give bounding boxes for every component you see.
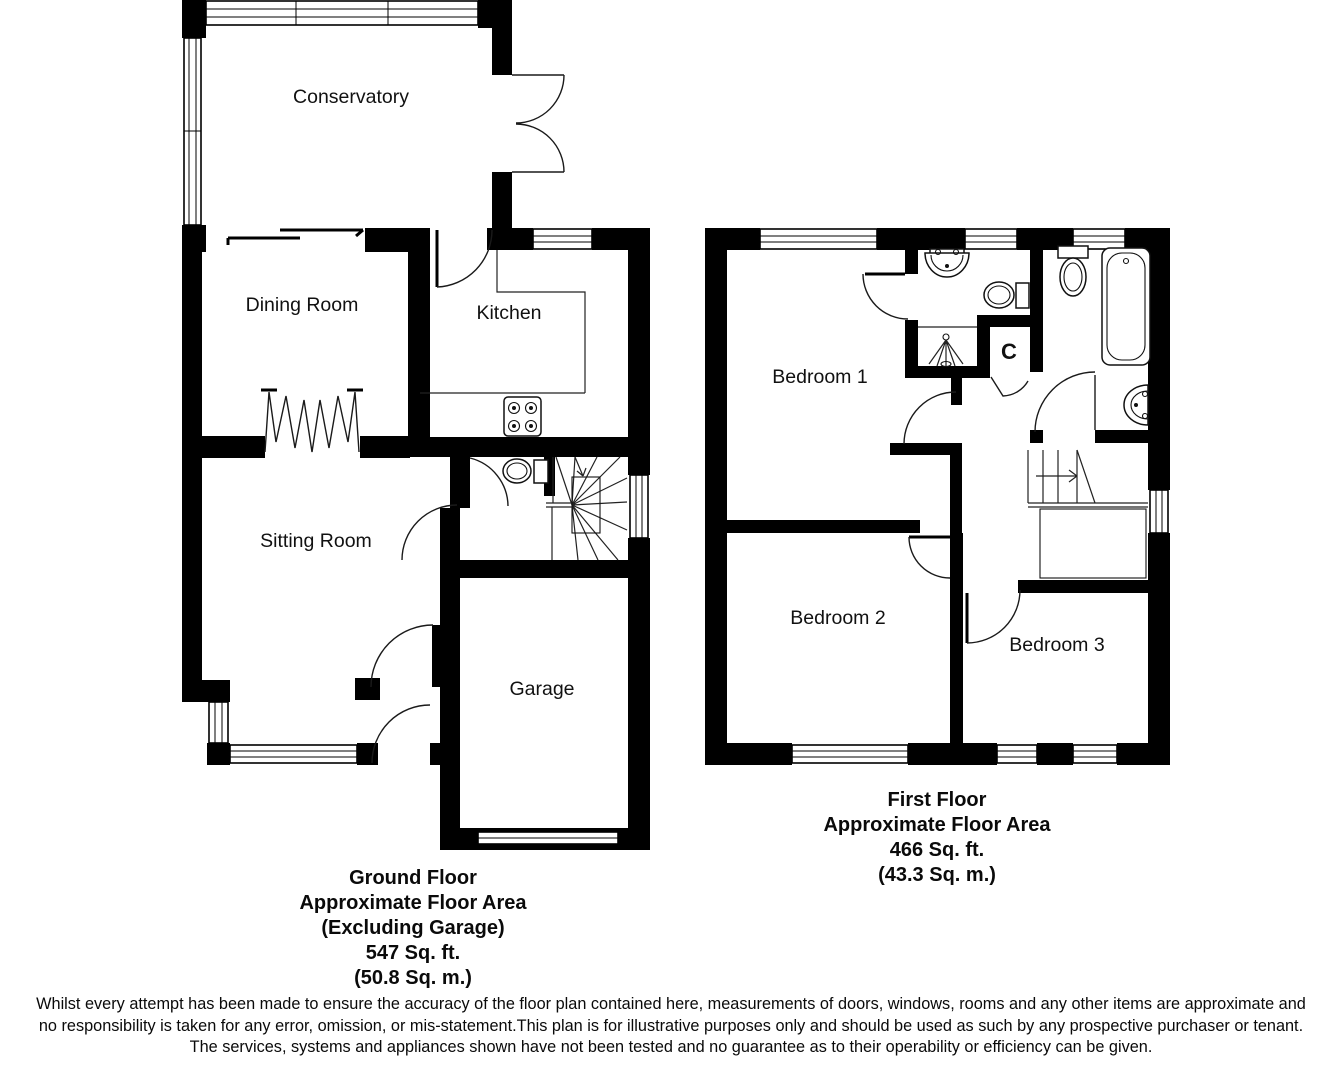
bathroom-toilet-icon bbox=[1058, 246, 1088, 296]
room-label-bedroom2: Bedroom 2 bbox=[790, 607, 886, 630]
bedroom3-window-right bbox=[1073, 745, 1117, 763]
wc-door bbox=[470, 458, 508, 506]
disclaimer-text bbox=[0, 994, 1342, 1059]
conservatory-french-doors bbox=[512, 75, 564, 172]
room-label-conservatory: Conservatory bbox=[293, 86, 409, 109]
room-label-bedroom1: Bedroom 1 bbox=[772, 366, 868, 389]
kitchen-door bbox=[437, 230, 492, 287]
ff-caption-sqft: 466 Sq. ft. bbox=[889, 839, 985, 861]
cupboard-door bbox=[991, 377, 1028, 396]
ensuite-basin-icon bbox=[925, 249, 969, 277]
dining-folding-doors bbox=[261, 390, 363, 452]
bathroom-door bbox=[1035, 372, 1095, 432]
hob-icon bbox=[504, 397, 541, 436]
room-label-bedroom3: Bedroom 3 bbox=[1009, 634, 1105, 657]
shower-icon bbox=[918, 327, 977, 367]
gf-caption-sqm: (50.8 Sq. m.) bbox=[354, 967, 472, 989]
gf-caption-line2: Approximate Floor Area bbox=[299, 892, 527, 914]
sitting-room-front-window bbox=[230, 745, 357, 763]
conservatory-top-window bbox=[206, 1, 478, 25]
garage-door bbox=[478, 832, 618, 844]
room-label-kitchen: Kitchen bbox=[476, 302, 542, 325]
ensuite-door bbox=[863, 274, 908, 319]
first-floor-plan bbox=[705, 228, 1170, 765]
hall-stairs-window bbox=[630, 475, 648, 538]
ensuite-window bbox=[965, 229, 1017, 249]
front-door bbox=[372, 705, 430, 763]
sitting-room-side-window bbox=[209, 702, 228, 743]
ff-caption-line2: Approximate Floor Area bbox=[823, 814, 1051, 836]
bath-icon bbox=[1102, 248, 1150, 365]
room-label-cupboard: C bbox=[1001, 338, 1017, 364]
disclaimer-line1: Whilst every attempt has been made to ensure the accuracy of the floor plan contained here, measurements of doors, windows, rooms and any other items are approximate and bbox=[36, 995, 1306, 1013]
first-floor-caption bbox=[777, 788, 1097, 888]
gf-caption-title: Ground Floor bbox=[349, 867, 477, 889]
bathroom-basin-icon bbox=[1124, 385, 1148, 425]
wc-toilet-icon bbox=[503, 459, 548, 483]
ground-floor-plan bbox=[182, 0, 650, 850]
bedroom1-door bbox=[904, 378, 962, 444]
landing-window bbox=[1150, 490, 1168, 533]
first-floor-stairs bbox=[1028, 450, 1148, 578]
gf-caption-sqft: 547 Sq. ft. bbox=[365, 942, 461, 964]
bedroom3-window-left bbox=[997, 745, 1037, 763]
bedroom2-door bbox=[909, 537, 950, 578]
gf-caption-line3: (Excluding Garage) bbox=[321, 917, 505, 939]
room-label-garage: Garage bbox=[509, 678, 575, 701]
conservatory-left-window bbox=[184, 38, 201, 225]
ff-caption-title: First Floor bbox=[887, 789, 987, 811]
ensuite-toilet-icon bbox=[984, 282, 1029, 308]
ground-floor-stairs bbox=[546, 457, 627, 560]
kitchen-window bbox=[533, 229, 592, 249]
ground-floor-caption bbox=[253, 866, 573, 991]
bedroom2-window bbox=[792, 745, 908, 763]
conservatory-sliding-door bbox=[228, 230, 363, 245]
porch-inner-door bbox=[371, 625, 433, 687]
ff-caption-sqm: (43.3 Sq. m.) bbox=[878, 864, 996, 886]
bedroom1-window bbox=[760, 229, 877, 249]
disclaimer-line3: The services, systems and appliances shown have not been tested and no guarantee as to their operability or efficiency can be given. bbox=[189, 1038, 1153, 1056]
disclaimer-line2: no responsibility is taken for any error, omission, or mis-statement.This plan is for illustrative purposes only and should be used as such by any prospective purchaser or tenant. bbox=[38, 1016, 1304, 1035]
room-label-sitting: Sitting Room bbox=[260, 530, 372, 553]
room-label-dining: Dining Room bbox=[245, 294, 359, 317]
